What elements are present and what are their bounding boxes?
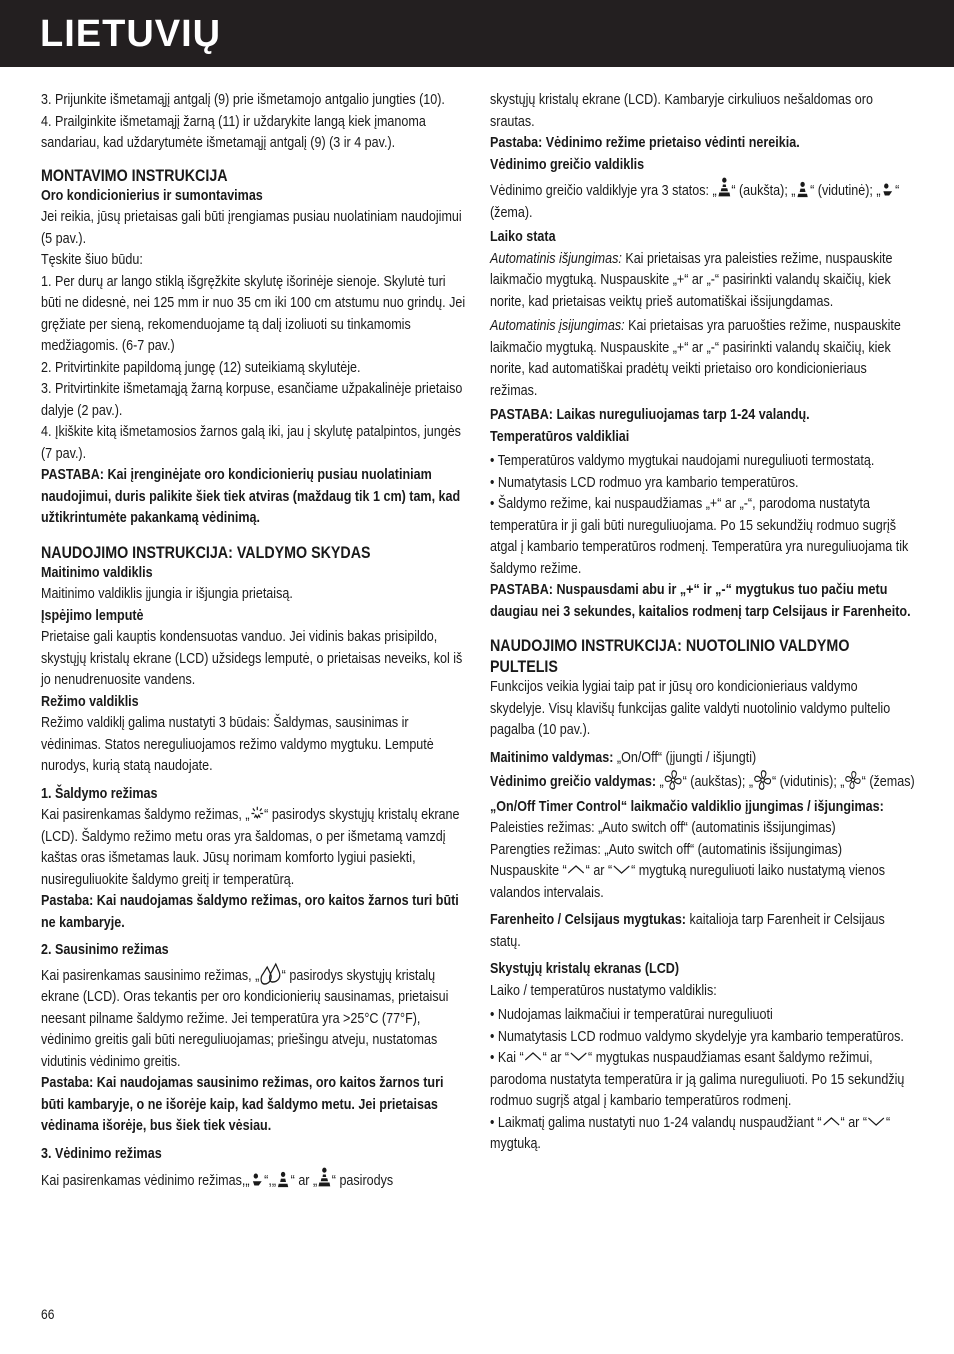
arrow-up-icon [524, 1048, 543, 1065]
section-heading-remote: NAUDOJIMO INSTRUKCIJA: NUOTOLINIO VALDYMO PULTELIS [490, 636, 850, 676]
subheading: 2. Sausinimo režimas [41, 942, 169, 958]
paragraph: 4. Prailginkite išmetamąjį žarną (11) ir uždarykite langą kiek įmanoma sandariau, kad uždarytumėte išmetamąjį antgalį (9) (3 ir 4 pav.). [41, 113, 426, 151]
subheading: 1. Šaldymo režimas [41, 785, 158, 802]
paragraph: Kai pasirenkamas šaldymo režimas, „ “ pasirodys skystųjų kristalų ekrane (LCD). Šaldymo režimo metu oras yra šaldomas, o per išmetamą vamzdį kaštas oras išmetamas lauk. Jūsų norimam komforto lygiui pasiekti, nusireguliuokite šaldymo greitį ir temperatūrą. [41, 807, 460, 888]
paragraph: Paleisties režimas: „Auto switch off“ (automatinis išsijungimas) [490, 820, 836, 836]
paragraph: Maitinimo valdymas: „On/Off“ (įjungti / išjungti) [490, 749, 757, 766]
arrow-up-icon [567, 861, 586, 878]
subheading: Vėdinimo greičio valdiklis [490, 156, 645, 173]
note: PASTABA: Laikas nureguliuojamas tarp 1-24 valandų. [490, 407, 810, 423]
paragraph: Režimo valdiklį galima nustatyti 3 būdais: Šaldymas, sausinimas ir vėdinimas. Statos nereguliuojamos režimo valdymo mygtuku. Lemputė nurodys, kurią statą naudojate. [41, 715, 434, 774]
subheading: Temperatūros valdikliai [490, 428, 630, 445]
droplet-icon [259, 962, 281, 986]
arrow-down-icon [569, 1048, 588, 1065]
bullet: • Numatytasis LCD rodmuo valdymo skydelyje yra kambario temperatūros. [490, 1028, 904, 1045]
note: Pastaba: Vėdinimo režime prietaiso vėdinti nereikia. [490, 135, 800, 151]
paragraph: Automatinis išjungimas: Kai prietaisas yra paleisties režime, nuspauskite laikmačio mygtuką. Nuspauskite „+“ ar „-“ pasirinkti valandų skaičių, kiek norite, kad prietaisas veiktų prieš automatiškai išsijungdamas. [490, 250, 893, 310]
paragraph: Jei reikia, jūsų prietaisas gali būti įrengiamas pusiau nuolatiniam naudojimui (5 pav.). [41, 209, 462, 247]
arrow-down-icon [612, 861, 631, 878]
fan-low-icon [250, 1171, 265, 1188]
paragraph: Automatinis įsijungimas: Kai prietaisas yra paruošties režime, nuspauskite laikmačio mygtuką. Nuspauskite „+“ ar „-“ pasirinkti valandų skaičių, kiek norite, kad automatiškai pradėtų veikti prietaiso oro kondicionieriaus režimas. [490, 318, 901, 399]
bullet: • Laikmatį galima nustatyti nuo 1-24 valandų nuspaudžiant “ “ ar “ “ mygtuką. [490, 1114, 891, 1152]
section-heading-usage: NAUDOJIMO INSTRUKCIJA: VALDYMO SKYDAS [41, 542, 371, 562]
bullet: • Kai “ “ ar “ “ mygtukas nuspaudžiamas esant šaldymo režimui, parodoma nustatyta temperatūra ir ją galima nureguliuoti. Po 15 sekundžių rodmuo sugrįš atgal į kambario temperatūros rodmenį. [490, 1050, 905, 1109]
fan-blade-icon [753, 769, 772, 791]
page-number: 66 [41, 1306, 55, 1322]
note: Pastaba: Kai naudojamas šaldymo režimas, oro kaitos žarnos turi būti ne kambaryje. [41, 893, 459, 931]
paragraph: Funkcijos veikia lygiai taip pat ir jūsų oro kondicionieriaus valdymo skydelyje. Visų klavišų funkcijas galite valdyti nuotolinio valdymo pultelio pagalba (10 pav.). [490, 679, 891, 738]
paragraph: 3. Prijunkite išmetamąjį antgalį (9) prie išmetamojo antgalio jungties (10). [41, 92, 445, 108]
fan-high-icon [317, 1165, 332, 1189]
note: PASTABA: Kai įrenginėjate oro kondicionierių pusiau nuolatiniam naudojimui, duris palikite šiek tiek atviras (maždaug tik 1 cm) tam, kad užtikrintumėte pakankamą vėdinimą. [41, 467, 461, 526]
subheading: Režimo valdiklis [41, 693, 139, 710]
paragraph: skystųjų kristalų ekrane (LCD). Kambaryje cirkuliuos nešaldomas oro srautas. [490, 92, 873, 130]
paragraph: 1. Per durų ar lango stiklą išgręžkite skylutę išorinėje sienoje. Skylutė turi būti ne didesnė, nei 125 mm ir nuo 35 cm iki 100 cm atstumu nuo grindų. Jei gręžiate per sieną, rekomenduojame tą dalį izoliuoti su tinkamomis medžiagomis. (6-7 pav.) [41, 273, 466, 354]
bullet: • Nudojamas laikmačiui ir temperatūrai nureguliuoti [490, 1007, 773, 1023]
subheading: 3. Vėdinimo režimas [41, 1145, 162, 1162]
arrow-down-icon [867, 1113, 886, 1130]
fan-low-icon [881, 181, 896, 198]
paragraph: Kai pasirenkamas vėdinimo režimas,„ “,„ “ ar „ “ pasirodys [41, 1165, 468, 1193]
arrow-up-icon [822, 1113, 841, 1130]
left-column [41, 90, 468, 1193]
page-title: LIETUVIŲ [40, 13, 222, 55]
paragraph: Parengties režimas: „Auto switch off“ (automatinis išsijungimas) [490, 841, 843, 858]
subheading: Oro kondicionierius ir sumontavimas [41, 187, 263, 204]
note: Pastaba: Kai naudojamas sausinimo režimas, oro kaitos žarnos turi būti kambaryje, o ne išorėje kaip, kad šaldymo metu. Jei prietaisas vėdinama išorėje, bus šiek tiek vėsiau. [41, 1075, 444, 1134]
subheading: Laiko stata [490, 229, 556, 245]
paragraph: Vėdinimo greičio valdymas: „ “ (aukštas); „ “ (vidutinis); „ “ (žemas) [490, 769, 915, 794]
paragraph: Prietaise gali kauptis kondensuotas vanduo. Jei vidinis bakas prisipildo, skystųjų kristalų ekrane (LCD) užsidegs lemputė, o prietaisas neveiks, kol iš jo nenudrenuosite vandens. [41, 629, 463, 688]
fan-blade-icon [664, 769, 683, 791]
subheading: „On/Off Timer Control“ laikmačio valdiklio įjungimas / išjungimas: [490, 798, 884, 815]
fan-medium-icon [795, 181, 810, 198]
paragraph: Nuspauskite “ “ ar “ “ mygtuką nureguliuoti laiko nustatymą vienos valandos intervalais. [490, 863, 886, 901]
subheading: Įspėjimo lemputė [41, 607, 144, 624]
paragraph: Vėdinimo greičio valdiklyje yra 3 statos: „ “ (aukšta); „ “ (vidutinė); „ “ (žema). [490, 176, 915, 224]
paragraph: Kai pasirenkamas sausinimo režimas, „ “ pasirodys skystųjų kristalų ekrane (LCD). Oras tekantis per oro kondicionierių sausinamas, prietaisui neesant pilname šaldymo režime. Jei temperatūra yra >25°C (77°F), vėdinimo greitis gali būti nereguliuojamas; priešingu atveju, nustatomas vidutinis vėdinimo greitis. [41, 962, 468, 1074]
paragraph: 2. Pritvirtinkite papildomą jungę (12) suteikiamą skylutėje. [41, 359, 361, 376]
fan-high-icon [717, 176, 732, 198]
right-column [490, 90, 915, 1156]
page-header [0, 0, 954, 67]
fan-medium-icon [276, 1171, 291, 1188]
subheading: Skystųjų kristalų ekranas (LCD) [490, 961, 680, 977]
bullet: • Numatytasis LCD rodmuo yra kambario temperatūros. [490, 474, 799, 491]
paragraph: Farenheito / Celsijaus mygtukas: kaitalioja tarp Farenheit ir Celsijaus statų. [490, 912, 885, 950]
paragraph: Tęskite šiuo būdu: [41, 252, 143, 268]
paragraph: 4. Įkiškite kitą išmetamosios žarnos galą iki, jau į skylutę patalpintos, jungės (7 pav.). [41, 424, 461, 462]
paragraph: Laiko / temperatūros nustatymo valdiklis: [490, 982, 717, 999]
fan-blade-icon [844, 770, 861, 790]
section-heading-install: MONTAVIMO INSTRUKCIJA [41, 165, 228, 185]
bullet: • Temperatūros valdymo mygtukai naudojami nureguliuoti termostatą. [490, 453, 875, 469]
subheading: Maitinimo valdiklis [41, 564, 153, 581]
paragraph: Maitinimo valdiklis įjungia ir išjungia prietaisą. [41, 586, 293, 602]
bullet: • Šaldymo režime, kai nuspaudžiamas „+“ ar „-“, parodoma nustatyta temperatūra ir ji gali būti nureguliuojama. Po 15 sekundžių rodmuo sugrįš atgal į kambario temperatūros rodmenį. Temperatūra yra nureguliuojama tik šaldymo režime. [490, 496, 909, 577]
note: PASTABA: Nuspausdami abu ir „+“ ir „-“ mygtukus tuo pačiu metu daugiau nei 3 sekundes, kaitalios rodmenį tarp Celsijaus ir Farenheito. [490, 582, 911, 620]
snowflake-icon [250, 805, 265, 822]
paragraph: 3. Pritvirtinkite išmetamąją žarną korpuse, esančiame užpakalinėje prietaiso dalyje (2 pav.). [41, 381, 463, 419]
